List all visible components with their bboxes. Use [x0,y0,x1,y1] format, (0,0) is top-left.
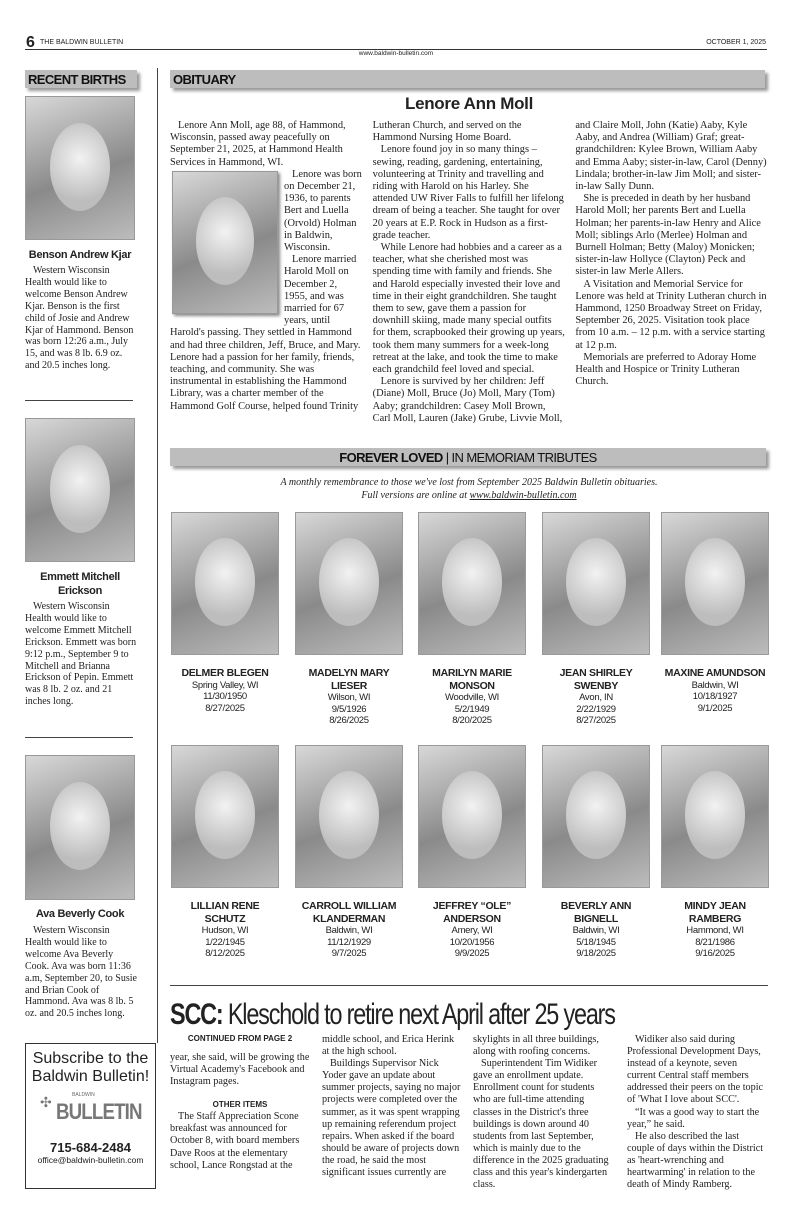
birth-name: Ava Beverly Cook [35,908,125,920]
memoriam-name: JEAN SHIRLEY SWENBY [559,667,633,692]
birth-name: Emmett Mitchell Erickson [40,571,120,597]
obituary-paragraph: She is preceded in death by her husband Harold Moll; her parents Bert and Luella Holman; her parents-in-law Henry and Alice Moll; siblings Arlo (Merlee) Holman and Burnell Holman; Betty (Maloy) Monicken; sister-in-law Hollyce (Clayton) Peck and sister-in law Merle Allers. [575,193,761,278]
issue-date: OCTOBER 1, 2025 [706,39,766,46]
article-subhead: OTHER ITEMS [212,1100,268,1110]
birth-text: Western Wisconsin Health would like to welcome Benson Andrew Kjar. Benson is the first child of Josie and Andrew Kjar of Hammond. Benson was born 12:26 a.m., July 15, and was 8 lb. 6.9 oz. and 20.5 inches long. [25,265,134,372]
baby-photo [25,755,135,900]
article-paragraph: Buildings Supervisor Nick Yoder gave an update about summer projects, saying no major projects were completed over the summer, as it was spent wrapping up remaining referendum project repairs. When asked if the board should be aware of projects down the road, he said the most significant issues currently are [322,1058,461,1179]
memoriam-died: 9/18/2025 [576,948,616,959]
memoriam-place: Spring Valley, WI [191,679,259,691]
obituary-photo [172,171,278,314]
memoriam-place: Amery, WI [451,925,493,936]
memoriam-name: CARROLL WILLIAM KLANDERMAN [301,900,397,925]
memoriam-place: Baldwin, WI [572,925,620,936]
memoriam-place: Wilson, WI [327,692,371,703]
article-paragraph: middle school, and Erica Herink at the high school. [322,1034,455,1058]
memoriam-photo [542,745,650,888]
memoriam-name: DELMER BLEGEN [181,667,269,679]
article-paragraph: year, she said, will be growing the Virtual Academy's Facebook and Instagram pages. [170,1052,310,1088]
article-column [627,1034,767,1191]
subscribe-title: Subscribe to the Baldwin Bulletin! [31,1050,150,1085]
article-paragraph: The Staff Appreciation Scone breakfast was announced for October 8, with board members Dave Roos at the elementary school, Lance Rongstad at the [170,1111,300,1171]
article-headline [170,998,615,1032]
memoriam-entry [660,512,770,714]
memoriam-died: 9/16/2025 [695,948,735,959]
baby-photo [25,96,135,240]
intro-line: A monthly remembrance to those we've lost from September 2025 Baldwin Bulletin obituaries. [280,477,658,488]
memoriam-entry [170,745,280,960]
obituary-paragraph: A Visitation and Memorial Service for Lenore was held at Trinity Lutheran church in Hammond, 1250 Broadway Street on Friday, September 26, 2025. Visitation took place from 10 a.m. – 12 p.m. with a service starting at 12 p.m. [575,278,767,351]
memoriam-died: 9/7/2025 [331,948,367,959]
memoriam-entry [660,745,770,960]
intro-line [170,489,768,502]
baby-photo [25,418,135,562]
memoriam-died: 8/27/2025 [205,702,245,714]
memoriam-entry [541,512,651,727]
memoriam-born: 11/30/1950 [203,691,247,702]
memoriam-heading-bold: FOREVER LOVED [339,450,443,465]
memoriam-name: MINDY JEAN RAMBERG [684,900,746,925]
memoriam-born: 11/12/1929 [327,936,371,948]
memoriam-born: 2/22/1929 [576,703,616,715]
memoriam-heading-rest: | IN MEMORIAM TRIBUTES [442,450,597,465]
memoriam-photo [295,512,403,655]
memoriam-entry [417,512,527,727]
memoriam-died: 9/1/2025 [697,702,733,714]
memoriam-heading [170,448,766,466]
article-paragraph: “It was a good way to start the year,” he said. [627,1106,760,1130]
memoriam-place: Woodville, WI [445,692,499,703]
memoriam-born: 9/5/1926 [331,703,367,715]
memoriam-photo [295,745,403,888]
memoriam-place: Hudson, WI [201,925,249,936]
article-paragraph: skylights in all three buildings, along with roofing concerns. [473,1034,599,1058]
obituary-paragraph: While Lenore had hobbies and a career as a teacher, what she cherished most was spending time with family and friends. She and Harold especially invested their love and time in their eight grandchildren. She taught them to sew, gave them a passion for downhill skiing, made many special outfits for them, scrapbooked their growing up years, took them many summers for a week-long retreat at the lake, and took the time to make each grandchild feel loved and special. [372,242,565,376]
memoriam-died: 8/27/2025 [576,715,616,726]
birth-text: Western Wisconsin Health would like to welcome Emmett Mitchell Erickson. Emmett was born 9:12 p.m., September 9 to Mitchell and Brianna Erickson of Pepin. Emmett was 8 lb. 2 oz. and 21 inches long. [25,601,137,708]
memoriam-born: 8/21/1986 [695,936,735,948]
obituary-title: Lenore Ann Moll [404,94,534,113]
obituary-paragraph: Lenore married Harold Moll on December 2, 1955, and was married for 67 years, until Harold's passing. They settled in Hammond and had three children, Jeff, Bruce, and Mary. Lenore had a passion for her family, friends, teaching, and community. She was instrumental in establishing the Hammond Library, was a charter member of the Hammond Golf Course, helped found Trinity Lutheran Church, and served on the Hammond Nursing Home Board. [170,120,522,412]
memoriam-entry [417,745,527,960]
memoriam-born: 5/2/1949 [454,703,490,715]
page-number: 6 [26,34,35,51]
memoriam-entry [294,512,404,727]
memoriam-name: MADELYN MARY LIESER [308,667,390,692]
memoriam-photo [418,512,526,655]
obituary-paragraph: Memorials are preferred to Adoray Home Health and Hospice or Trinity Lutheran Church. [575,351,757,388]
memoriam-name: JEFFREY “OLE” ANDERSON [432,900,512,925]
obituary-body [170,120,768,432]
bulletin-logo [34,1092,147,1132]
article-column [322,1034,462,1179]
logo-small-text: BALDWIN [72,1092,95,1098]
intro-text: Full versions are online at [361,490,470,501]
memoriam-name: MARILYN MARIE MONSON [432,667,512,692]
publication-name: THE BALDWIN BULLETIN [40,39,124,46]
memoriam-died: 9/9/2025 [454,948,490,959]
memoriam-photo [661,745,769,888]
obituary-paragraph: Lenore Ann Moll, age 88, of Hammond, Wisconsin, passed away peacefully on September 21, 2025, at Hammond Health Services in Hammond, WI. [170,120,346,168]
memoriam-entry [541,745,651,960]
birth-name: Benson Andrew Kjar [28,249,132,261]
article-column [170,1034,310,1172]
memoriam-photo [171,745,279,888]
memoriam-photo [418,745,526,888]
divider [170,985,768,986]
recent-births-heading: RECENT BIRTHS [25,70,137,88]
subscribe-phone[interactable]: 715-684-2484 [50,1140,131,1155]
memoriam-died: 8/20/2025 [452,715,492,726]
memoriam-born: 10/20/1956 [449,936,495,948]
birth-text: Western Wisconsin Health would like to welcome Ava Beverly Cook. Ava was born 11:36 a.m, September 20, to Susie and Brian Cook of Hammond. Ava was 8 lb. 5 oz. and 20.5 inches long. [25,925,137,1020]
memoriam-place: Hammond, WI [686,925,744,936]
subscribe-ad[interactable] [25,1043,156,1189]
obituary-paragraph: Lenore found joy in so many things – sewing, reading, gardening, entertaining, volunteering at Trinity and travelling and riding with Harold on his Harley. She attended UW River Falls to fulfill her lifelong dream of being a teacher. She taught for over 20 years at E.P. Rock in Hudson as a first-grade teacher. [372,144,564,241]
memoriam-died: 8/26/2025 [329,715,369,726]
subscribe-email[interactable]: office@baldwin-bulletin.com [37,1155,144,1165]
memoriam-name: LILLIAN RENE SCHUTZ [190,900,260,925]
continued-label: CONTINUED FROM PAGE 2 [187,1034,293,1043]
memoriam-born: 10/18/1927 [692,691,738,702]
website-link[interactable]: www.baldwin-bulletin.com [469,490,577,501]
article-paragraph: Superintendent Tim Widiker gave an enrollment update. Enrollment count for students who are full-time attending classes in the District's three buildings is down around 40 students from last September, which is mainly due to the difference in the 2025 graduating class and this year's kindergarten class. [473,1058,609,1191]
divider [25,400,133,401]
obituary-heading: OBITUARY [170,70,765,88]
article-paragraph: He also described the last couple of days within the District as 'heart-wrenching and heartwarming' in relation to the death of Mindy Ramberg. [627,1130,764,1191]
divider [25,737,133,738]
memoriam-place: Baldwin, WI [691,679,739,691]
column-divider [157,68,158,1043]
memoriam-entry [170,512,280,714]
memoriam-name: MAXINE AMUNDSON [664,667,766,679]
headline-text: Kleschold to retire next April after 25 years [222,998,615,1031]
memoriam-intro [170,476,768,502]
article-paragraph: Widiker also said during Professional Development Days, instead of a keynote, seven current Central staff members addressed their peers on the topic of 'What I love about SCC'. [627,1034,764,1106]
memoriam-born: 5/18/1945 [576,936,616,948]
headline-kicker: SCC: [170,998,223,1031]
memoriam-place: Avon, IN [579,692,613,703]
memoriam-photo [542,512,650,655]
header-url[interactable]: www.baldwin-bulletin.com [358,50,434,57]
logo-text: BULLETIN [56,1099,142,1124]
windmill-icon: ✣ [40,1094,52,1110]
memoriam-photo [661,512,769,655]
memoriam-entry [294,745,404,960]
memoriam-died: 8/12/2025 [205,948,245,959]
memoriam-place: Baldwin, WI [325,925,373,936]
memoriam-photo [171,512,279,655]
article-column [473,1034,613,1191]
memoriam-born: 1/22/1945 [205,936,245,948]
obituary-paragraph: Lenore is survived by her children: Jeff (Diane) Moll, Bruce (Jo) Moll, Mary (Tom) Aaby; grandchildren: Casey Moll Brown, Carl Moll, Lauren (Jake) Grube, Livvie Moll, and Claire Moll, John (Katie) Aaby, Kyle Aaby, and Andrea (William) Graf; great-grandchildren: Kylee Brown, William Aaby and Emma Aaby; sister-in-law, Carol (Denny) Lindala; brother-in-law Jim Moll; and sister-in-law Sally Dunn. [372,120,767,424]
obituary-paragraph: Lenore was born on December 21, 1936, to parents Bert and Luella (Orvold) Holman in Baldwin, Wisconsin. [284,168,362,254]
memoriam-name: BEVERLY ANN BIGNELL [560,900,632,925]
